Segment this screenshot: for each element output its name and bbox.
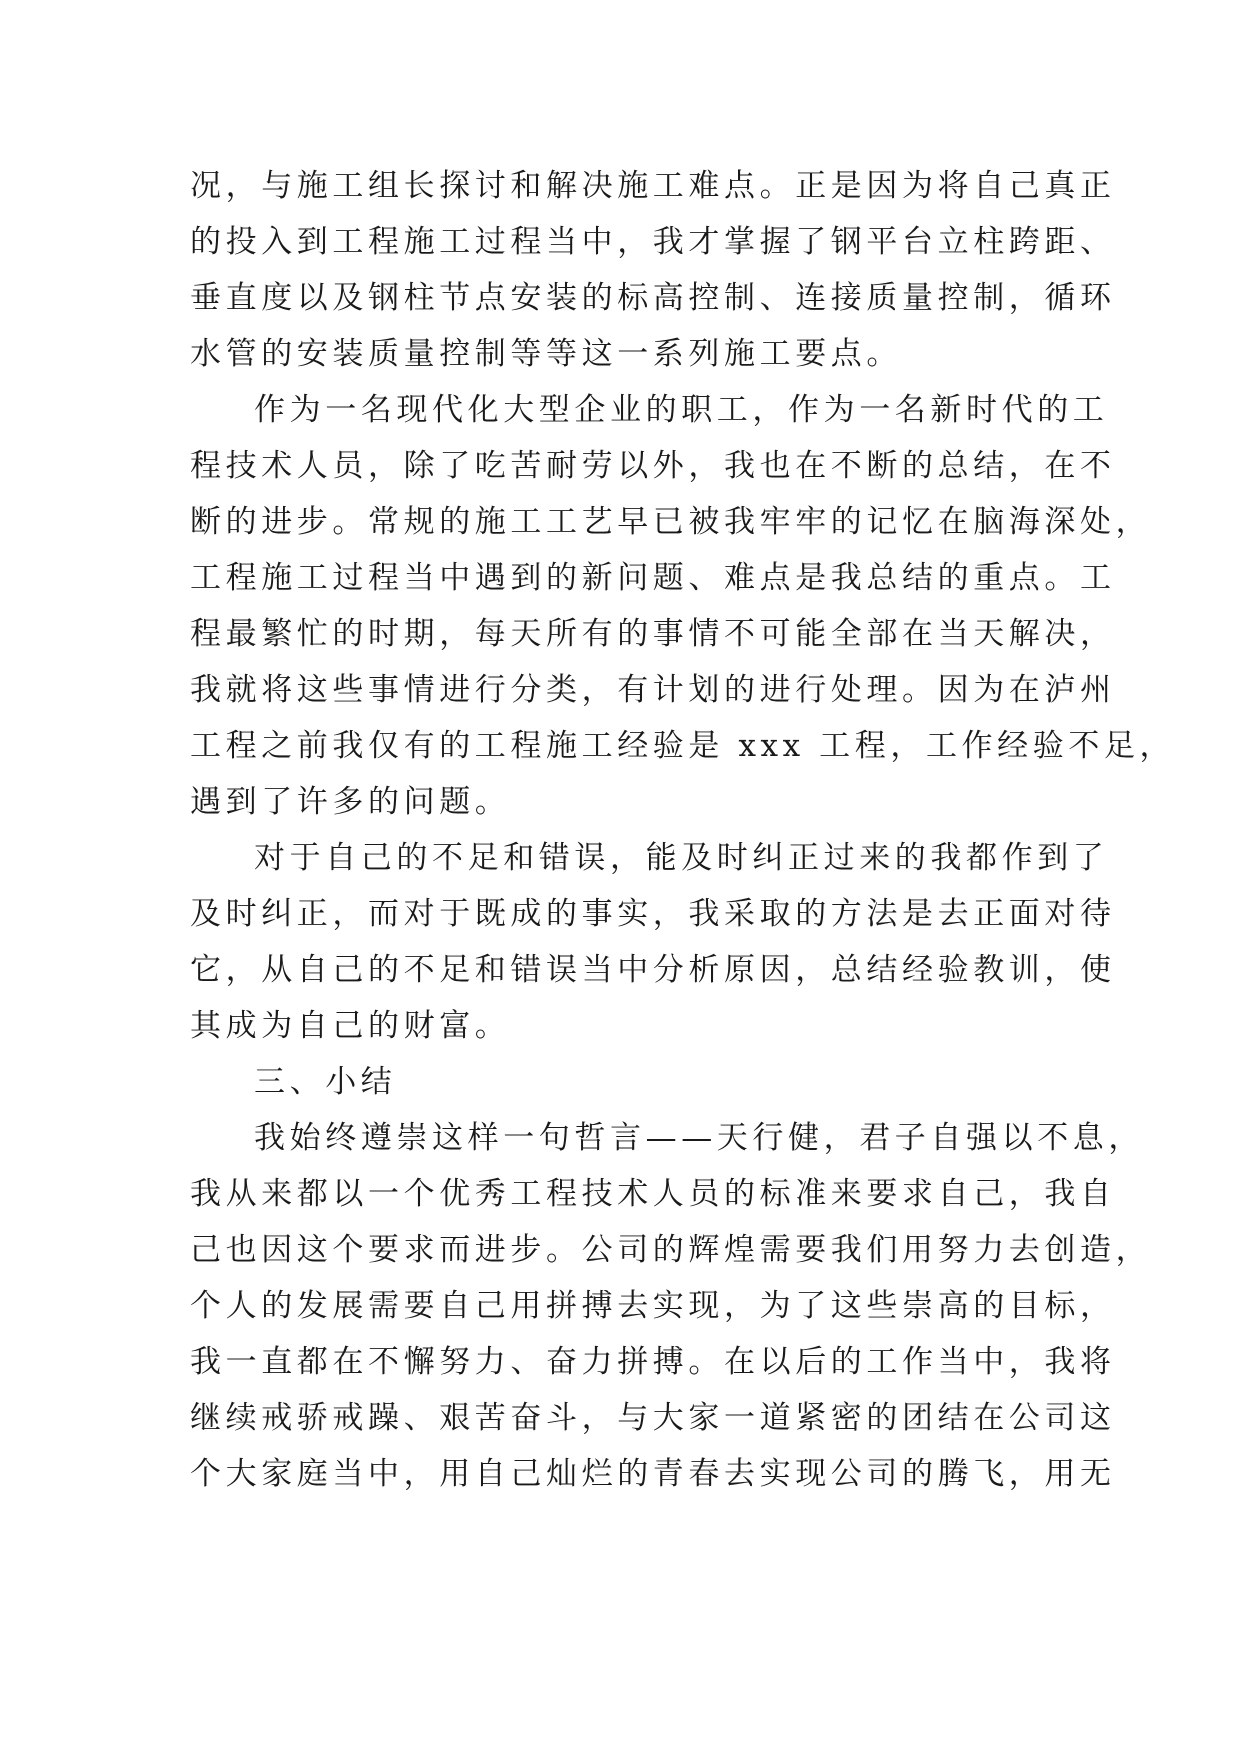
paragraph-line: 对于自己的不足和错误，能及时纠正过来的我都作到了 — [254, 840, 1109, 876]
paragraph-line: 工程施工过程当中遇到的新问题、难点是我总结的重点。工 — [190, 560, 1116, 596]
section-heading: 三、小结 — [254, 1064, 397, 1100]
paragraph-line: 我一直都在不懈努力、奋力拼搏。在以后的工作当中，我将 — [190, 1344, 1116, 1380]
paragraph-line: 及时纠正，而对于既成的事实，我采取的方法是去正面对待 — [190, 896, 1116, 932]
paragraph-line: 工程之前我仅有的工程施工经验是 xxx 工程，工作经验不足， — [190, 728, 1176, 764]
paragraph-line: 程最繁忙的时期，每天所有的事情不可能全部在当天解决， — [190, 616, 1116, 652]
paragraph-line: 我就将这些事情进行分类，有计划的进行处理。因为在泸州 — [190, 672, 1116, 708]
paragraph-line: 遇到了许多的问题。 — [190, 784, 511, 820]
paragraph-line: 断的进步。常规的施工工艺早已被我牢牢的记忆在脑海深处， — [190, 504, 1152, 540]
paragraph-line: 垂直度以及钢柱节点安装的标高控制、连接质量控制，循环 — [190, 280, 1116, 316]
paragraph-line: 水管的安装质量控制等等这一系列施工要点。 — [190, 336, 902, 372]
paragraph-line: 的投入到工程施工过程当中，我才掌握了钢平台立柱跨距、 — [190, 224, 1116, 260]
paragraph-line: 我始终遵崇这样一句哲言——天行健，君子自强以不息， — [254, 1120, 1144, 1156]
paragraph-line: 个大家庭当中，用自己灿烂的青春去实现公司的腾飞，用无 — [190, 1456, 1116, 1492]
paragraph-line: 程技术人员，除了吃苦耐劳以外，我也在不断的总结，在不 — [190, 448, 1116, 484]
paragraph-line: 个人的发展需要自己用拼搏去实现，为了这些崇高的目标， — [190, 1288, 1116, 1324]
paragraph-line: 其成为自己的财富。 — [190, 1008, 511, 1044]
paragraph-line: 我从来都以一个优秀工程技术人员的标准来要求自己，我自 — [190, 1176, 1116, 1212]
paragraph-line: 继续戒骄戒躁、艰苦奋斗，与大家一道紧密的团结在公司这 — [190, 1400, 1116, 1436]
paragraph-line: 它，从自己的不足和错误当中分析原因，总结经验教训，使 — [190, 952, 1116, 988]
paragraph-line: 况，与施工组长探讨和解决施工难点。正是因为将自己真正 — [190, 168, 1116, 204]
paragraph-line: 作为一名现代化大型企业的职工，作为一名新时代的工 — [254, 392, 1109, 428]
paragraph-line: 己也因这个要求而进步。公司的辉煌需要我们用努力去创造， — [190, 1232, 1152, 1268]
body-text — [190, 158, 1176, 1502]
